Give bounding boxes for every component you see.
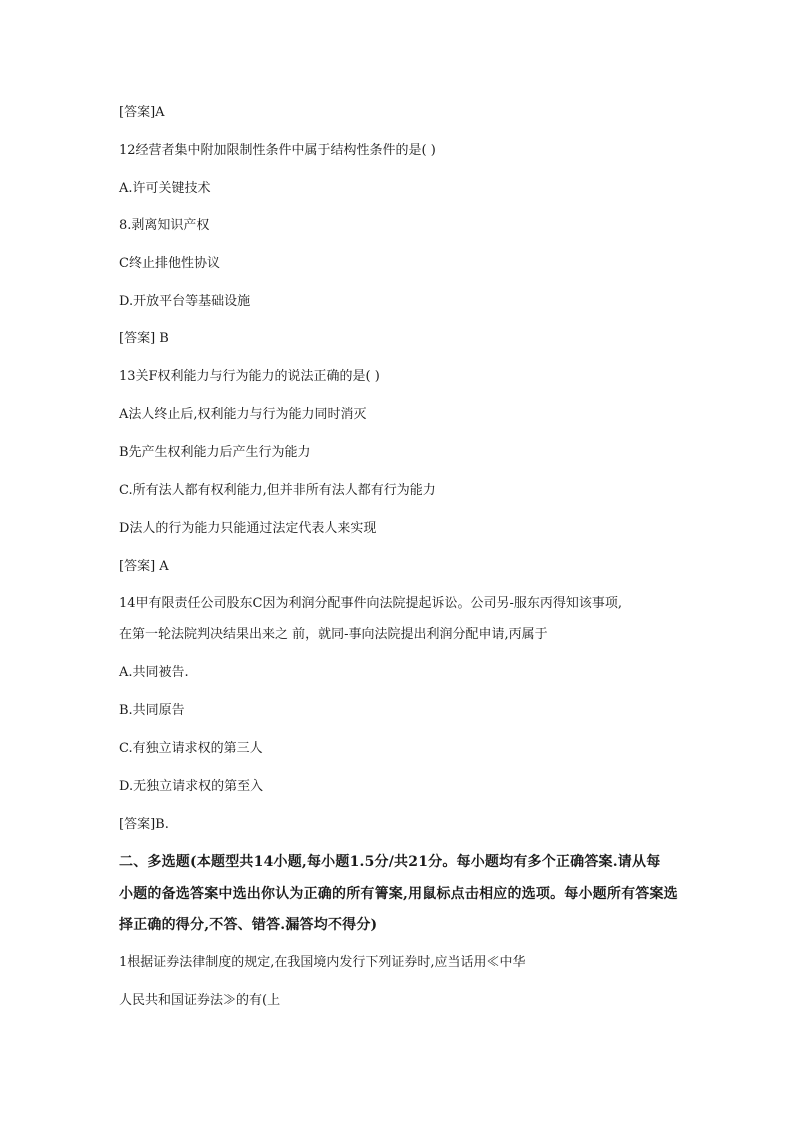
- multi-question-1-line-1: 1根据证券法律制度的规定,在我国境内发行下列证券时,应当话用≪中华: [119, 955, 526, 970]
- answer-q11: [答案]A: [119, 105, 165, 120]
- question-12: 12经营者集中附加限制性条件中属于结构性条件的是( ): [119, 143, 436, 158]
- q13-option-a: A法人终止后,权利能力与行为能力同时消灭: [119, 407, 367, 422]
- answer-q14: [答案]B.: [119, 817, 169, 832]
- question-14-line-2: 在第一轮法院判决结果出来之 前，就同-事向法院提出利润分配申请,丙属于: [119, 627, 548, 642]
- q14-option-b: B.共同原告: [119, 703, 185, 718]
- q12-option-b: 8.剥离知识产权: [119, 218, 210, 233]
- question-14-line-1: 14甲有限责任公司股东C因为利润分配事件向法院提起诉讼。公司另-服东丙得知该事项,: [119, 596, 623, 611]
- answer-q12: [答案] B: [119, 331, 169, 346]
- q14-option-c: C.有独立请求权的第三人: [119, 741, 263, 756]
- q13-option-d: D法人的行为能力只能通过法定代表人来实现: [119, 521, 377, 536]
- q13-option-b: B先产生权利能力后产生行为能力: [119, 445, 311, 460]
- q13-option-c: C.所有法人都有权利能力,但并非所有法人都有行为能力: [119, 483, 436, 498]
- q12-option-a: A.许可关键技术: [119, 181, 211, 196]
- section-heading-line-2: 小题的备选答案中选出你认为正确的所有箐案,用鼠标点击相应的选项。每小题所有答案选: [119, 886, 678, 902]
- q14-option-d: D.无独立请求权的第至入: [119, 779, 264, 794]
- question-13: 13关F权利能力与行为能力的说法正确的是( ): [119, 369, 380, 384]
- q14-option-a: A.共同被告.: [119, 665, 189, 680]
- answer-q13: [答案] A: [119, 559, 169, 574]
- section-heading-line-1: 二、多选题(本题型共14小题,每小题1.5分/共21分。每小题均有多个正确答案.请从每: [119, 854, 661, 870]
- section-heading-line-3: 择正确的得分,不答、错答.漏答均不得分): [119, 917, 378, 933]
- q12-option-d: D.开放平台等基础设施: [119, 294, 251, 309]
- multi-question-1-line-2: 人民共和国证券法≫的有(上: [119, 993, 281, 1008]
- q12-option-c: C终止排他性协议: [119, 256, 220, 271]
